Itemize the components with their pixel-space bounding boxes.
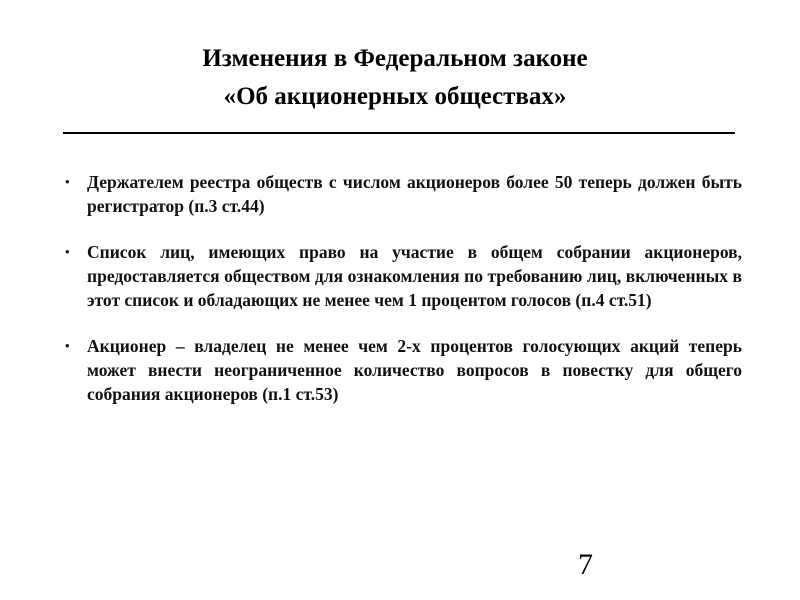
page-number: 7 [578,548,593,581]
title-line-2: «Об акционерных обществах» [223,83,567,110]
bullet-icon: • [65,338,70,353]
title-line-1: Изменения в Федеральном законе [202,45,588,72]
bullet-icon: • [65,174,70,189]
list-item [62,170,742,218]
list-item-text: Акционер – владелец не менее чем 2-х процентов голосующих акций теперь может внести неограниченное количество вопросов в повестку для общего собрания акционеров (п.1 ст.53) [87,336,742,404]
slide-title [0,40,790,116]
bullet-list [62,170,742,428]
title-divider [63,132,735,134]
list-item [62,334,742,406]
bullet-icon: • [65,244,70,259]
list-item-text: Держателем реестра обществ с числом акционеров более 50 теперь должен быть регистратор (п.3 ст.44) [87,172,742,216]
list-item [62,240,742,312]
list-item-text: Список лиц, имеющих право на участие в общем собрании акционеров, предоставляется обществом для ознакомления по требованию лиц, включенных в этот список и обладающих не менее чем 1 процентом голосов (п.4 ст.51) [87,242,742,310]
